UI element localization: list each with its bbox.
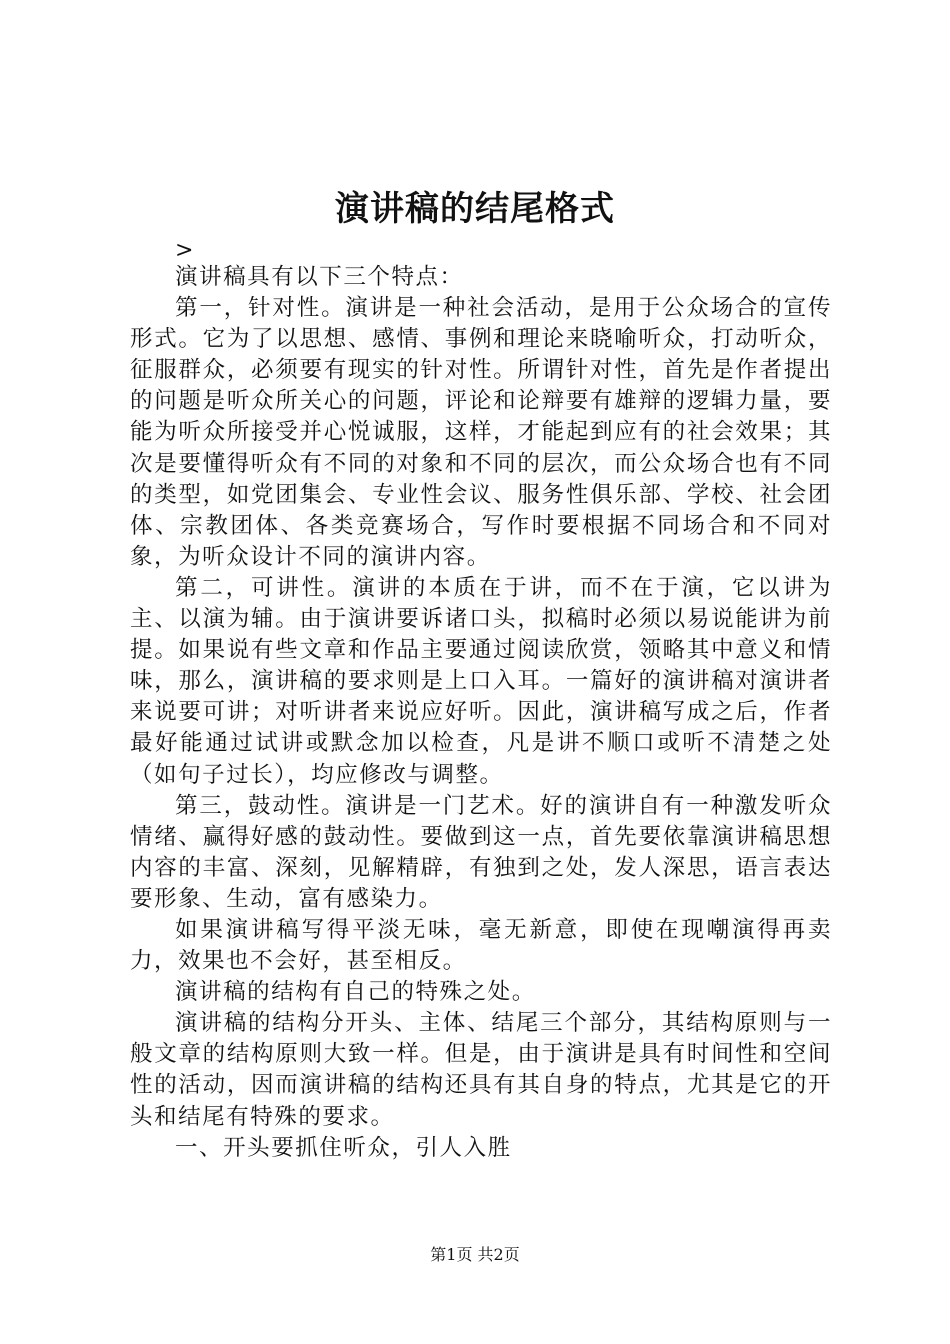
marker-symbol: > [175, 238, 194, 263]
paragraph: 演讲稿的结构有自己的特殊之处。 [175, 979, 536, 1006]
paragraph: 演讲稿具有以下三个特点： [175, 264, 464, 290]
paragraph: 一、开头要抓住听众，引人入胜 [175, 1134, 512, 1161]
paragraph: 如果演讲稿写得平淡无味，毫无新意，即使在现嘲演得再卖力，效果也不会好，甚至相反。 [130, 916, 832, 975]
paragraph: 第三，鼓动性。演讲是一门艺术。好的演讲自有一种激发听众情绪、赢得好感的鼓动性。要做到这一点，首先要依靠演讲稿思想内容的丰富、深刻，见解精辟，有独到之处，发人深思，语言表达要形象、生动，富有感染力。 [130, 792, 832, 912]
paragraph: 演讲稿的结构分开头、主体、结尾三个部分，其结构原则与一般文章的结构原则大致一样。但是，由于演讲是具有时间性和空间性的活动，因而演讲稿的结构还具有其自身的特点，尤其是它的开头和结尾有特殊的要求。 [130, 1010, 832, 1130]
paragraph: 第一，针对性。演讲是一种社会活动，是用于公众场合的宣传形式。它为了以思想、感情、事例和理论来晓喻听众，打动听众，征服群众，必须要有现实的针对性。所谓针对性，首先是作者提出的问题是听众所关心的问题，评论和论辩要有雄辩的逻辑力量，要能为听众所接受并心悦诚服，这样，才能起到应有的社会效果；其次是要懂得听众有不同的对象和不同的层次，而公众场合也有不同的类型，如党团集会、专业性会议、服务性俱乐部、学校、社会团体、宗教团体、各类竞赛场合，写作时要根据不同场合和不同对象，为听众设计不同的演讲内容。 [130, 295, 832, 570]
paragraph: 第二，可讲性。演讲的本质在于讲，而不在于演，它以讲为主、以演为辅。由于演讲要诉诸口头，拟稿时必须以易说能讲为前提。如果说有些文章和作品主要通过阅读欣赏，领略其中意义和情味，那么，演讲稿的要求则是上口入耳。一篇好的演讲稿对演讲者来说要可讲；对听讲者来说应好听。因此，演讲稿写成之后，作者最好能通过试讲或默念加以检查，凡是讲不顺口或听不清楚之处（如句子过长），均应修改与调整。 [130, 574, 832, 788]
document-title: 演讲稿的结尾格式 [335, 189, 615, 229]
document-body [130, 262, 832, 1164]
page-footer: 第1页 共2页 [430, 1245, 520, 1264]
